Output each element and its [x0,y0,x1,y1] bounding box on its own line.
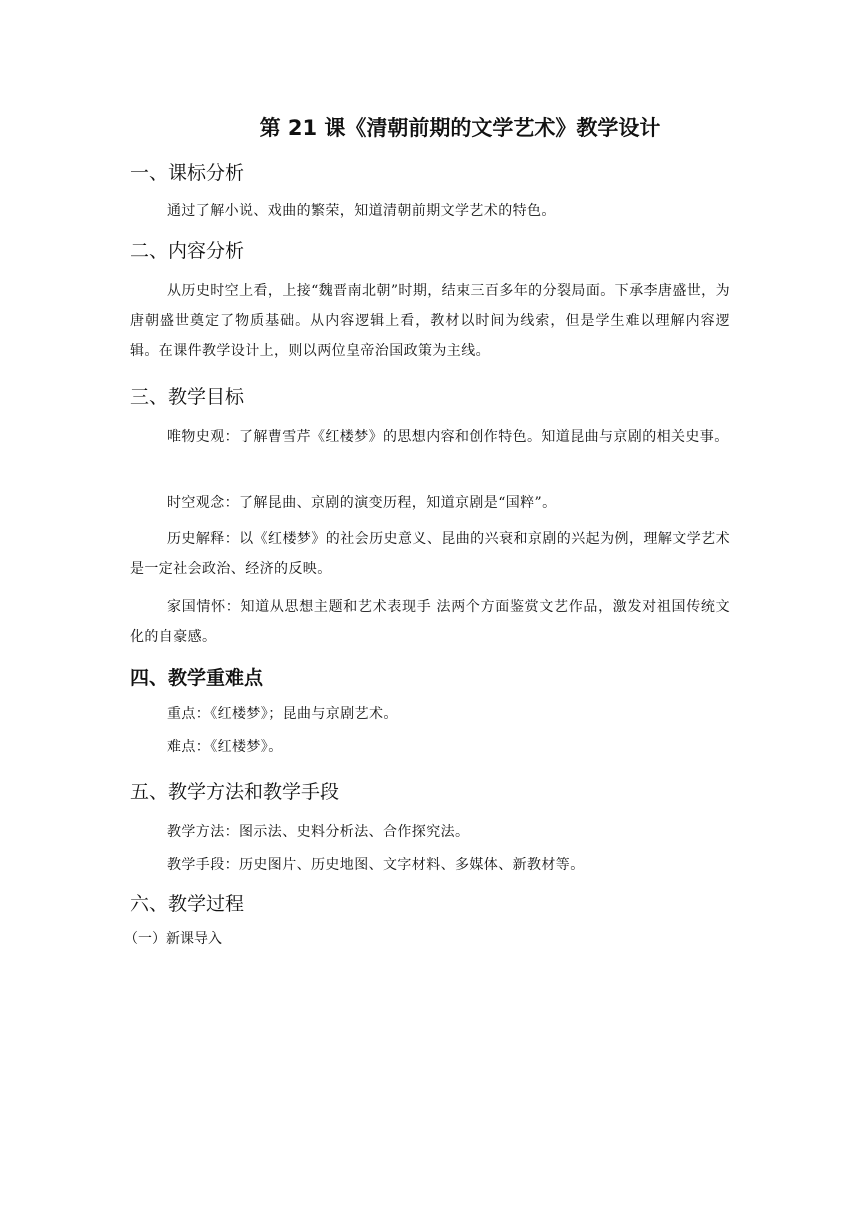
objective-patriotism-paragraph: 家国情怀：知道从思想主题和艺术表现手 法两个方面鉴赏文艺作品，激发对祖国传统文化的自豪感。 [130,599,730,645]
teaching-means-paragraph: 教学手段：历史图片、历史地图、文字材料、多媒体、新教材等。 [167,857,585,873]
subsection-new-lesson-intro: （一）新课导入 [124,931,222,947]
section-heading-teaching-process: 六、教学过程 [130,893,245,915]
teaching-methods-paragraph: 教学方法：图示法、史料分析法、合作探究法。 [167,824,470,840]
section-heading-key-difficult-points: 四、教学重难点 [130,667,264,689]
section-heading-teaching-objectives: 三、教学目标 [130,386,245,408]
curriculum-analysis-paragraph: 通过了解小说、戏曲的繁荣，知道清朝前期文学艺术的特色。 [167,203,556,219]
section-heading-curriculum-analysis: 一、课标分析 [130,162,245,184]
objective-spacetime-paragraph: 时空观念：了解昆曲、京剧的演变历程，知道京剧是“国粹”。 [167,495,557,511]
key-point-paragraph: 重点：《红楼梦》；昆曲与京剧艺术。 [167,706,398,722]
content-analysis-paragraph: 从历史时空上看，上接“魏晋南北朝”时期，结束三百多年的分裂局面。下承李唐盛世，为唐朝盛世奠定了物质基础。从内容逻辑上看，教材以时间为线索，但是学生难以理解内容逻辑。在课件教学设计上，则以两位皇帝治国政策为主线。 [130,283,730,359]
difficult-point-paragraph: 难点：《红楼梦》。 [167,739,283,755]
section-heading-content-analysis: 二、内容分析 [130,240,245,262]
section-heading-teaching-methods: 五、教学方法和教学手段 [130,781,340,803]
document-title: 第 21 课《清朝前期的文学艺术》教学设计 [259,116,661,140]
objective-interpretation-paragraph: 历史解释：以《红楼梦》的社会历史意义、昆曲的兴衰和京剧的兴起为例，理解文学艺术是一定社会政治、经济的反映。 [130,531,730,577]
objective-materialism-paragraph: 唯物史观：了解曹雪芹《红楼梦》的思想内容和创作特色。知道昆曲与京剧的相关史事。 [167,429,729,445]
